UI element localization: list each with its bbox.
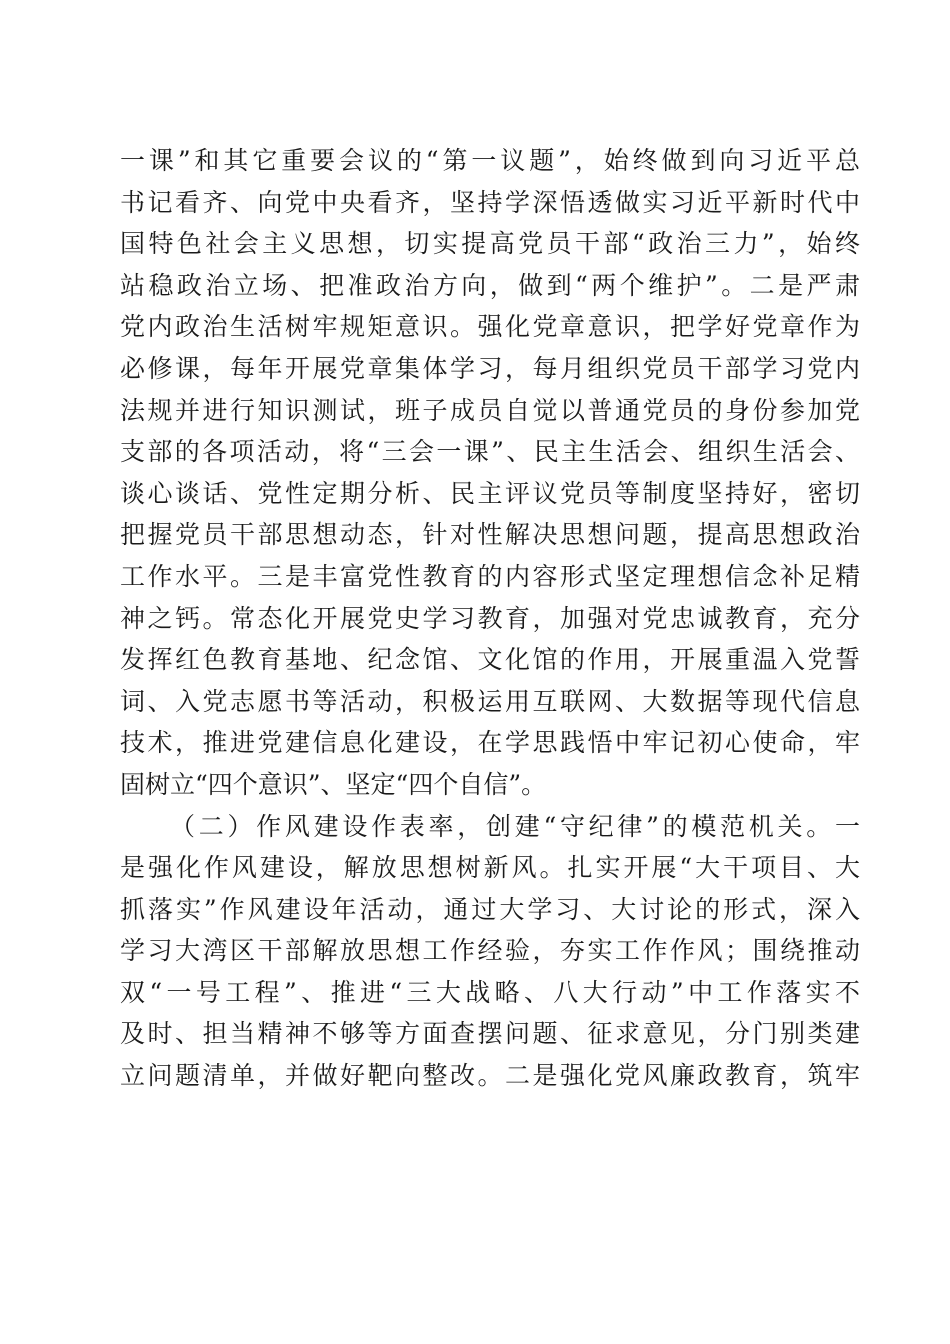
text-line: 书记看齐、向党中央看齐，坚持学深悟透做实习近平新时代中	[120, 187, 860, 217]
text-line: 法规并进行知识测试，班子成员自觉以普通党员的身份参加党	[120, 395, 860, 425]
text-line: 谈心谈话、党性定期分析、民主评议党员等制度坚持好，密切	[120, 478, 860, 508]
text-line: 国特色社会主义思想，切实提高党员干部“政治三力”，始终	[120, 229, 860, 259]
text-line: 抓落实”作风建设年活动，通过大学习、大讨论的形式，深入	[120, 894, 860, 924]
text-line: 技术，推进党建信息化建设，在学思践悟中牢记初心使命，牢	[120, 728, 860, 758]
text-line: 站稳政治立场、把准政治方向，做到“两个维护”。二是严肃	[120, 270, 860, 300]
text-line: 党内政治生活树牢规矩意识。强化党章意识，把学好党章作为	[120, 312, 860, 342]
text-line: 发挥红色教育基地、纪念馆、文化馆的作用，开展重温入党誓	[120, 645, 860, 675]
section-heading-line: （二）作风建设作表率，创建“守纪律”的模范机关。一	[170, 811, 860, 841]
paragraph-end-line: 固树立“四个意识”、坚定“四个自信”。	[120, 769, 547, 799]
text-line: 必修课，每年开展党章集体学习，每月组织党员干部学习党内	[120, 353, 860, 383]
document-body	[120, 141, 860, 1098]
text-line: 词、入党志愿书等活动，积极运用互联网、大数据等现代信息	[120, 686, 860, 716]
text-line: 支部的各项活动，将“三会一课”、民主生活会、组织生活会、	[120, 437, 860, 467]
text-line: 立问题清单，并做好靶向整改。二是强化党风廉政教育，筑牢	[120, 1061, 860, 1091]
text-line: 学习大湾区干部解放思想工作经验，夯实工作作风；围绕推动	[120, 936, 860, 966]
text-line: 是强化作风建设，解放思想树新风。扎实开展“大干项目、大	[120, 853, 860, 883]
text-line: 神之钙。常态化开展党史学习教育，加强对党忠诚教育，充分	[120, 603, 860, 633]
text-line: 双“一号工程”、推进“三大战略、八大行动”中工作落实不	[120, 977, 860, 1007]
text-line: 及时、担当精神不够等方面查摆问题、征求意见，分门别类建	[120, 1019, 860, 1049]
text-line: 把握党员干部思想动态，针对性解决思想问题，提高思想政治	[120, 520, 860, 550]
text-line: 一课”和其它重要会议的“第一议题”，始终做到向习近平总	[120, 146, 860, 175]
text-line: 工作水平。三是丰富党性教育的内容形式坚定理想信念补足精	[120, 561, 860, 591]
